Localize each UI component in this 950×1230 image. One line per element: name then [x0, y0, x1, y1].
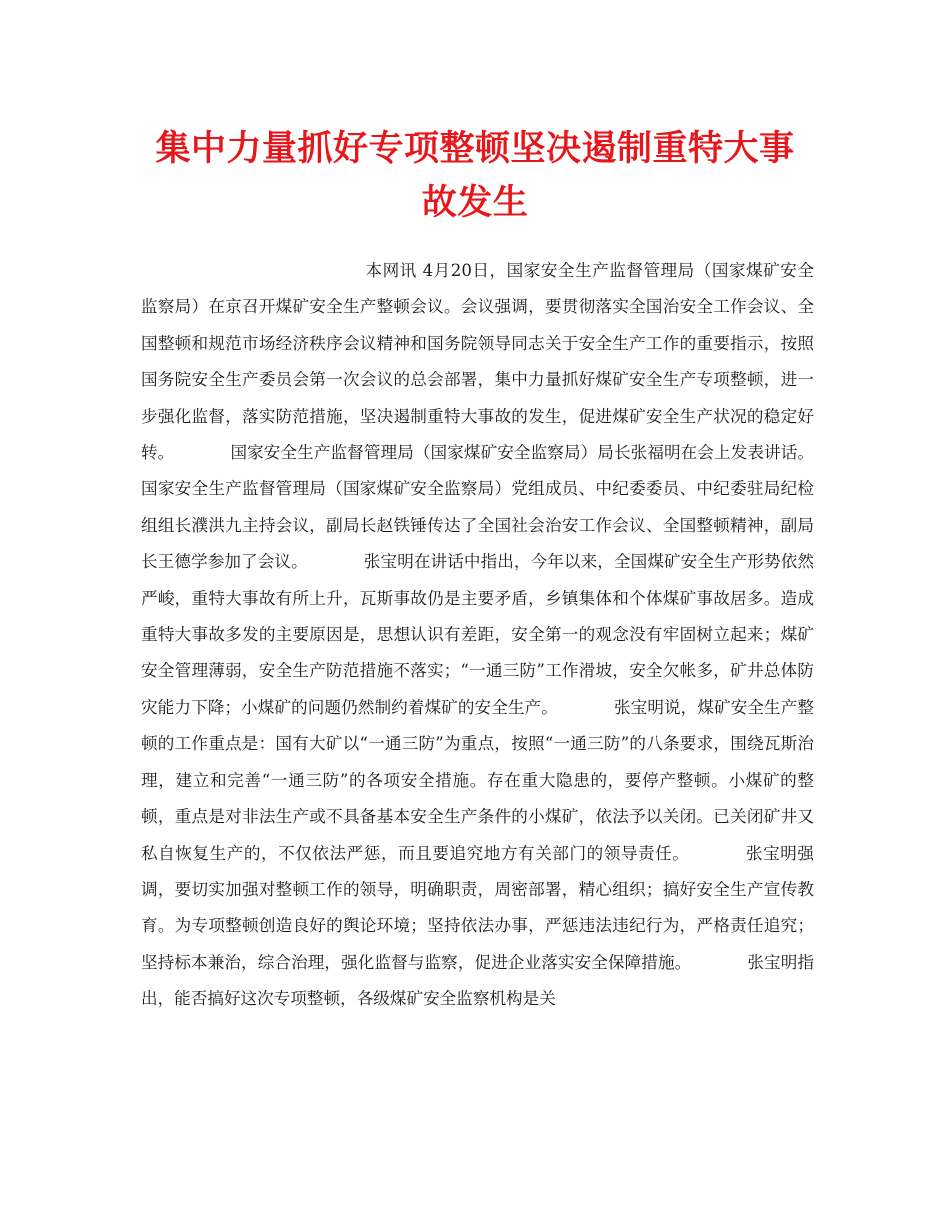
- paragraph-1: 本网讯 4月20日，国家安全生产监督管理局（国家煤矿安全监察局）在京召开煤矿安全生产整顿会议。会议强调，要贯彻落实全国治安全工作会议、全国整顿和规范市场经济秩序会议精神和国务院领导同志关于安全生产工作的重要指示，按照国务院安全生产委员会第一次会议的总会部署，集中力量抓好煤矿安全生产专项整顿，进一步强化监督，落实防范措施，坚决遏制重特大事故的发生，促进煤矿安全生产状况的稳定好转。: [141, 261, 814, 463]
- paragraph-4: 张宝明说，煤矿安全生产整顿的工作重点是：国有大矿以“一通三防”为重点，按照“一通三防”的八条要求，围绕瓦斯治理，建立和完善“一通三防”的各项安全措施。存在重大隐患的，要停产整顿。小煤矿的整顿，重点是对非法生产或不具备基本安全生产条件的小煤矿，依法予以关闭。已关闭矿井又私自恢复生产的，不仅依法严惩，而且要追究地方有关部门的领导责任。: [141, 697, 814, 863]
- document-title: 集中力量抓好专项整顿坚决遏制重特大事故发生: [155, 129, 795, 223]
- paragraph-6: 张宝明指出，能否搞好这次专项整顿，各级煤矿安全监察机构是关: [141, 952, 814, 1009]
- paragraph-2: 国家安全生产监督管理局（国家煤矿安全监察局）局长张福明在会上发表讲话。国家安全生产监督管理局（国家煤矿安全监察局）党组成员、中纪委委员、中纪委驻局纪检组组长濮洪九主持会议，副局长赵铁锤传达了全国社会治安工作会议、全国整顿精神，副局长王德学参加了会议。: [141, 443, 815, 572]
- paragraph-5: 张宝明强调，要切实加强对整顿工作的领导，明确职责，周密部署，精心组织；搞好安全生产宣传教育。为专项整顿创造良好的舆论环境；坚持依法办事，严惩违法违纪行为，严格责任追究；坚持标本兼治，综合治理，强化监督与监察，促进企业落实安全保障措施。: [141, 843, 815, 972]
- document-body: [141, 253, 814, 1018]
- paragraph-3: 张宝明在讲话中指出，今年以来，全国煤矿安全生产形势依然严峻，重特大事故有所上升，瓦斯事故仍是主要矛盾，乡镇集体和个体煤矿事故居多。造成重特大事故多发的主要原因是，思想认识有差距，安全第一的观念没有牢固树立起来；煤矿安全管理薄弱，安全生产防范措施不落实；“一通三防”工作滑坡，安全欠帐多，矿井总体防灾能力下降；小煤矿的问题仍然制约着煤矿的安全生产。: [141, 552, 815, 717]
